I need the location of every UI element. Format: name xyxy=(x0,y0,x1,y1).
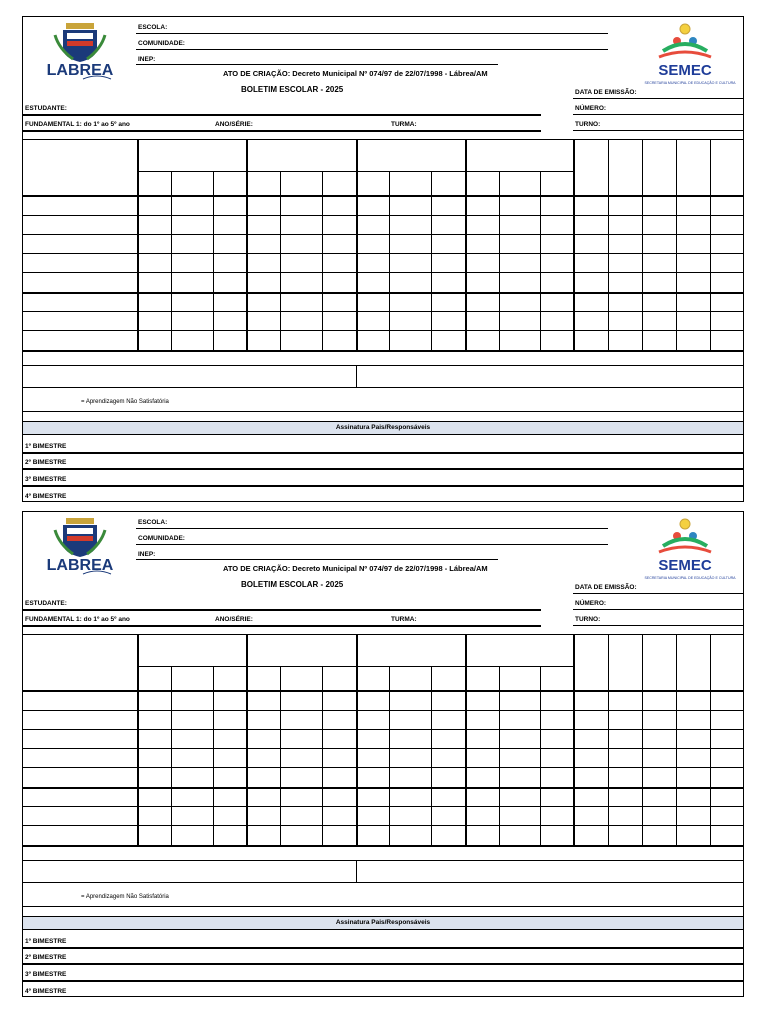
grid-col-line xyxy=(171,171,172,352)
turma-label: TURMA: xyxy=(391,616,417,623)
assinatura-band xyxy=(23,916,743,930)
grid-col-line xyxy=(389,666,390,847)
grid-col-line xyxy=(465,634,467,847)
grid-col-line xyxy=(608,139,609,352)
inep-label: INEP: xyxy=(138,551,156,558)
grid-row-line xyxy=(23,330,743,331)
boletim-title: BOLETIM ESCOLAR - 2025 xyxy=(241,580,344,589)
numero-label: NÚMERO: xyxy=(575,105,607,112)
ano-serie-label: ANO/SÉRIE: xyxy=(215,121,253,128)
grid-col-line xyxy=(540,171,541,352)
semec-logo-text: SEMEC xyxy=(658,557,712,574)
grid-row-line xyxy=(137,171,573,172)
bimestre-2-label: 2º BIMESTRE xyxy=(25,954,67,961)
grid-row-line xyxy=(23,748,743,749)
estudante-label: ESTUDANTE: xyxy=(25,105,67,112)
boletim-title: BOLETIM ESCOLAR - 2025 xyxy=(241,85,344,94)
grid-row-line xyxy=(23,253,743,254)
grid-row-line xyxy=(23,787,743,789)
report-card-1 xyxy=(22,16,744,502)
bimestre-3-label: 3º BIMESTRE xyxy=(25,971,67,978)
grid-row-line xyxy=(23,292,743,294)
grid-col-line xyxy=(573,139,575,352)
assinatura-band xyxy=(23,421,743,435)
bimestre-4-label: 4º BIMESTRE xyxy=(25,988,67,995)
ato-criacao: ATO DE CRIAÇÃO: Decreto Municipal Nº 074/97 de 22/07/1998 - Lábrea/AM xyxy=(223,564,488,573)
labrea-logo xyxy=(33,21,127,83)
grid-col-line xyxy=(573,634,575,847)
grid-col-line xyxy=(356,634,358,847)
semec-logo xyxy=(641,21,739,87)
grid-col-line xyxy=(246,634,248,847)
bimestre-1-label: 1º BIMESTRE xyxy=(25,443,67,450)
grid-col-line xyxy=(499,171,500,352)
grid-col-line xyxy=(608,634,609,847)
grid-col-line xyxy=(389,171,390,352)
grades-grid xyxy=(23,634,743,847)
ano-serie-label: ANO/SÉRIE: xyxy=(215,616,253,623)
grid-row-line xyxy=(23,767,743,768)
grid-col-line xyxy=(137,634,139,847)
numero-label: NÚMERO: xyxy=(575,600,607,607)
bimestre-4-label: 4º BIMESTRE xyxy=(25,493,67,500)
grid-col-line xyxy=(642,139,643,352)
assinatura-label: Assinatura Pais/Responsáveis xyxy=(335,919,431,926)
grid-col-line xyxy=(710,634,711,847)
labrea-logo-text: LABREA xyxy=(46,62,114,79)
escola-label: ESCOLA: xyxy=(138,24,168,31)
grid-row-line xyxy=(137,666,573,667)
grid-col-line xyxy=(322,171,323,352)
grid-col-line xyxy=(431,171,432,352)
grid-row-line xyxy=(23,195,743,197)
inep-label: INEP: xyxy=(138,56,156,63)
comunidade-label: COMUNIDADE: xyxy=(138,40,185,47)
grid-row-line xyxy=(23,710,743,711)
grid-col-line xyxy=(465,139,467,352)
grid-row-line xyxy=(23,729,743,730)
labrea-logo xyxy=(33,516,127,578)
legend-text: = Aprendizagem Não Satisfatória xyxy=(81,399,169,405)
semec-logo xyxy=(641,516,739,582)
grid-col-line xyxy=(710,139,711,352)
grid-row-line xyxy=(23,350,743,352)
report-card-2 xyxy=(22,511,744,997)
grid-col-line xyxy=(213,171,214,352)
grid-col-line xyxy=(676,634,677,847)
bimestre-1-label: 1º BIMESTRE xyxy=(25,938,67,945)
data-emissao-label: DATA DE EMISSÃO: xyxy=(575,584,637,591)
grid-row-line xyxy=(23,311,743,312)
turno-label: TURNO: xyxy=(575,616,601,623)
grid-row-line xyxy=(23,272,743,273)
nivel-label: FUNDAMENTAL 1: do 1º ao 5º ano xyxy=(25,616,130,623)
semec-logo-subtext: SECRETARIA MUNICIPAL DE EDUCAÇÃO E CULTURA xyxy=(644,576,736,580)
grid-row-line xyxy=(23,806,743,807)
grid-row-line xyxy=(23,690,743,692)
grid-col-line xyxy=(171,666,172,847)
bimestre-2-label: 2º BIMESTRE xyxy=(25,459,67,466)
legend-text: = Aprendizagem Não Satisfatória xyxy=(81,894,169,900)
grid-col-line xyxy=(213,666,214,847)
grid-row-line xyxy=(23,845,743,847)
turno-label: TURNO: xyxy=(575,121,601,128)
turma-label: TURMA: xyxy=(391,121,417,128)
labrea-logo-text: LABREA xyxy=(46,557,114,574)
semec-logo-text: SEMEC xyxy=(658,62,712,79)
grid-col-line xyxy=(246,139,248,352)
grid-col-line xyxy=(280,666,281,847)
grid-col-line xyxy=(280,171,281,352)
grid-col-line xyxy=(540,666,541,847)
grid-col-line xyxy=(676,139,677,352)
nivel-label: FUNDAMENTAL 1: do 1º ao 5º ano xyxy=(25,121,130,128)
grid-col-line xyxy=(137,139,139,352)
data-emissao-label: DATA DE EMISSÃO: xyxy=(575,89,637,96)
grid-col-line xyxy=(322,666,323,847)
estudante-label: ESTUDANTE: xyxy=(25,600,67,607)
assinatura-label: Assinatura Pais/Responsáveis xyxy=(335,424,431,431)
grid-col-line xyxy=(431,666,432,847)
grid-row-line xyxy=(23,215,743,216)
comunidade-label: COMUNIDADE: xyxy=(138,535,185,542)
grid-row-line xyxy=(23,825,743,826)
grid-col-line xyxy=(642,634,643,847)
grades-grid xyxy=(23,139,743,352)
semec-logo-subtext: SECRETARIA MUNICIPAL DE EDUCAÇÃO E CULTURA xyxy=(644,81,736,85)
grid-col-line xyxy=(356,139,358,352)
grid-col-line xyxy=(499,666,500,847)
grid-row-line xyxy=(23,234,743,235)
bimestre-3-label: 3º BIMESTRE xyxy=(25,476,67,483)
ato-criacao: ATO DE CRIAÇÃO: Decreto Municipal Nº 074/97 de 22/07/1998 - Lábrea/AM xyxy=(223,69,488,78)
escola-label: ESCOLA: xyxy=(138,519,168,526)
